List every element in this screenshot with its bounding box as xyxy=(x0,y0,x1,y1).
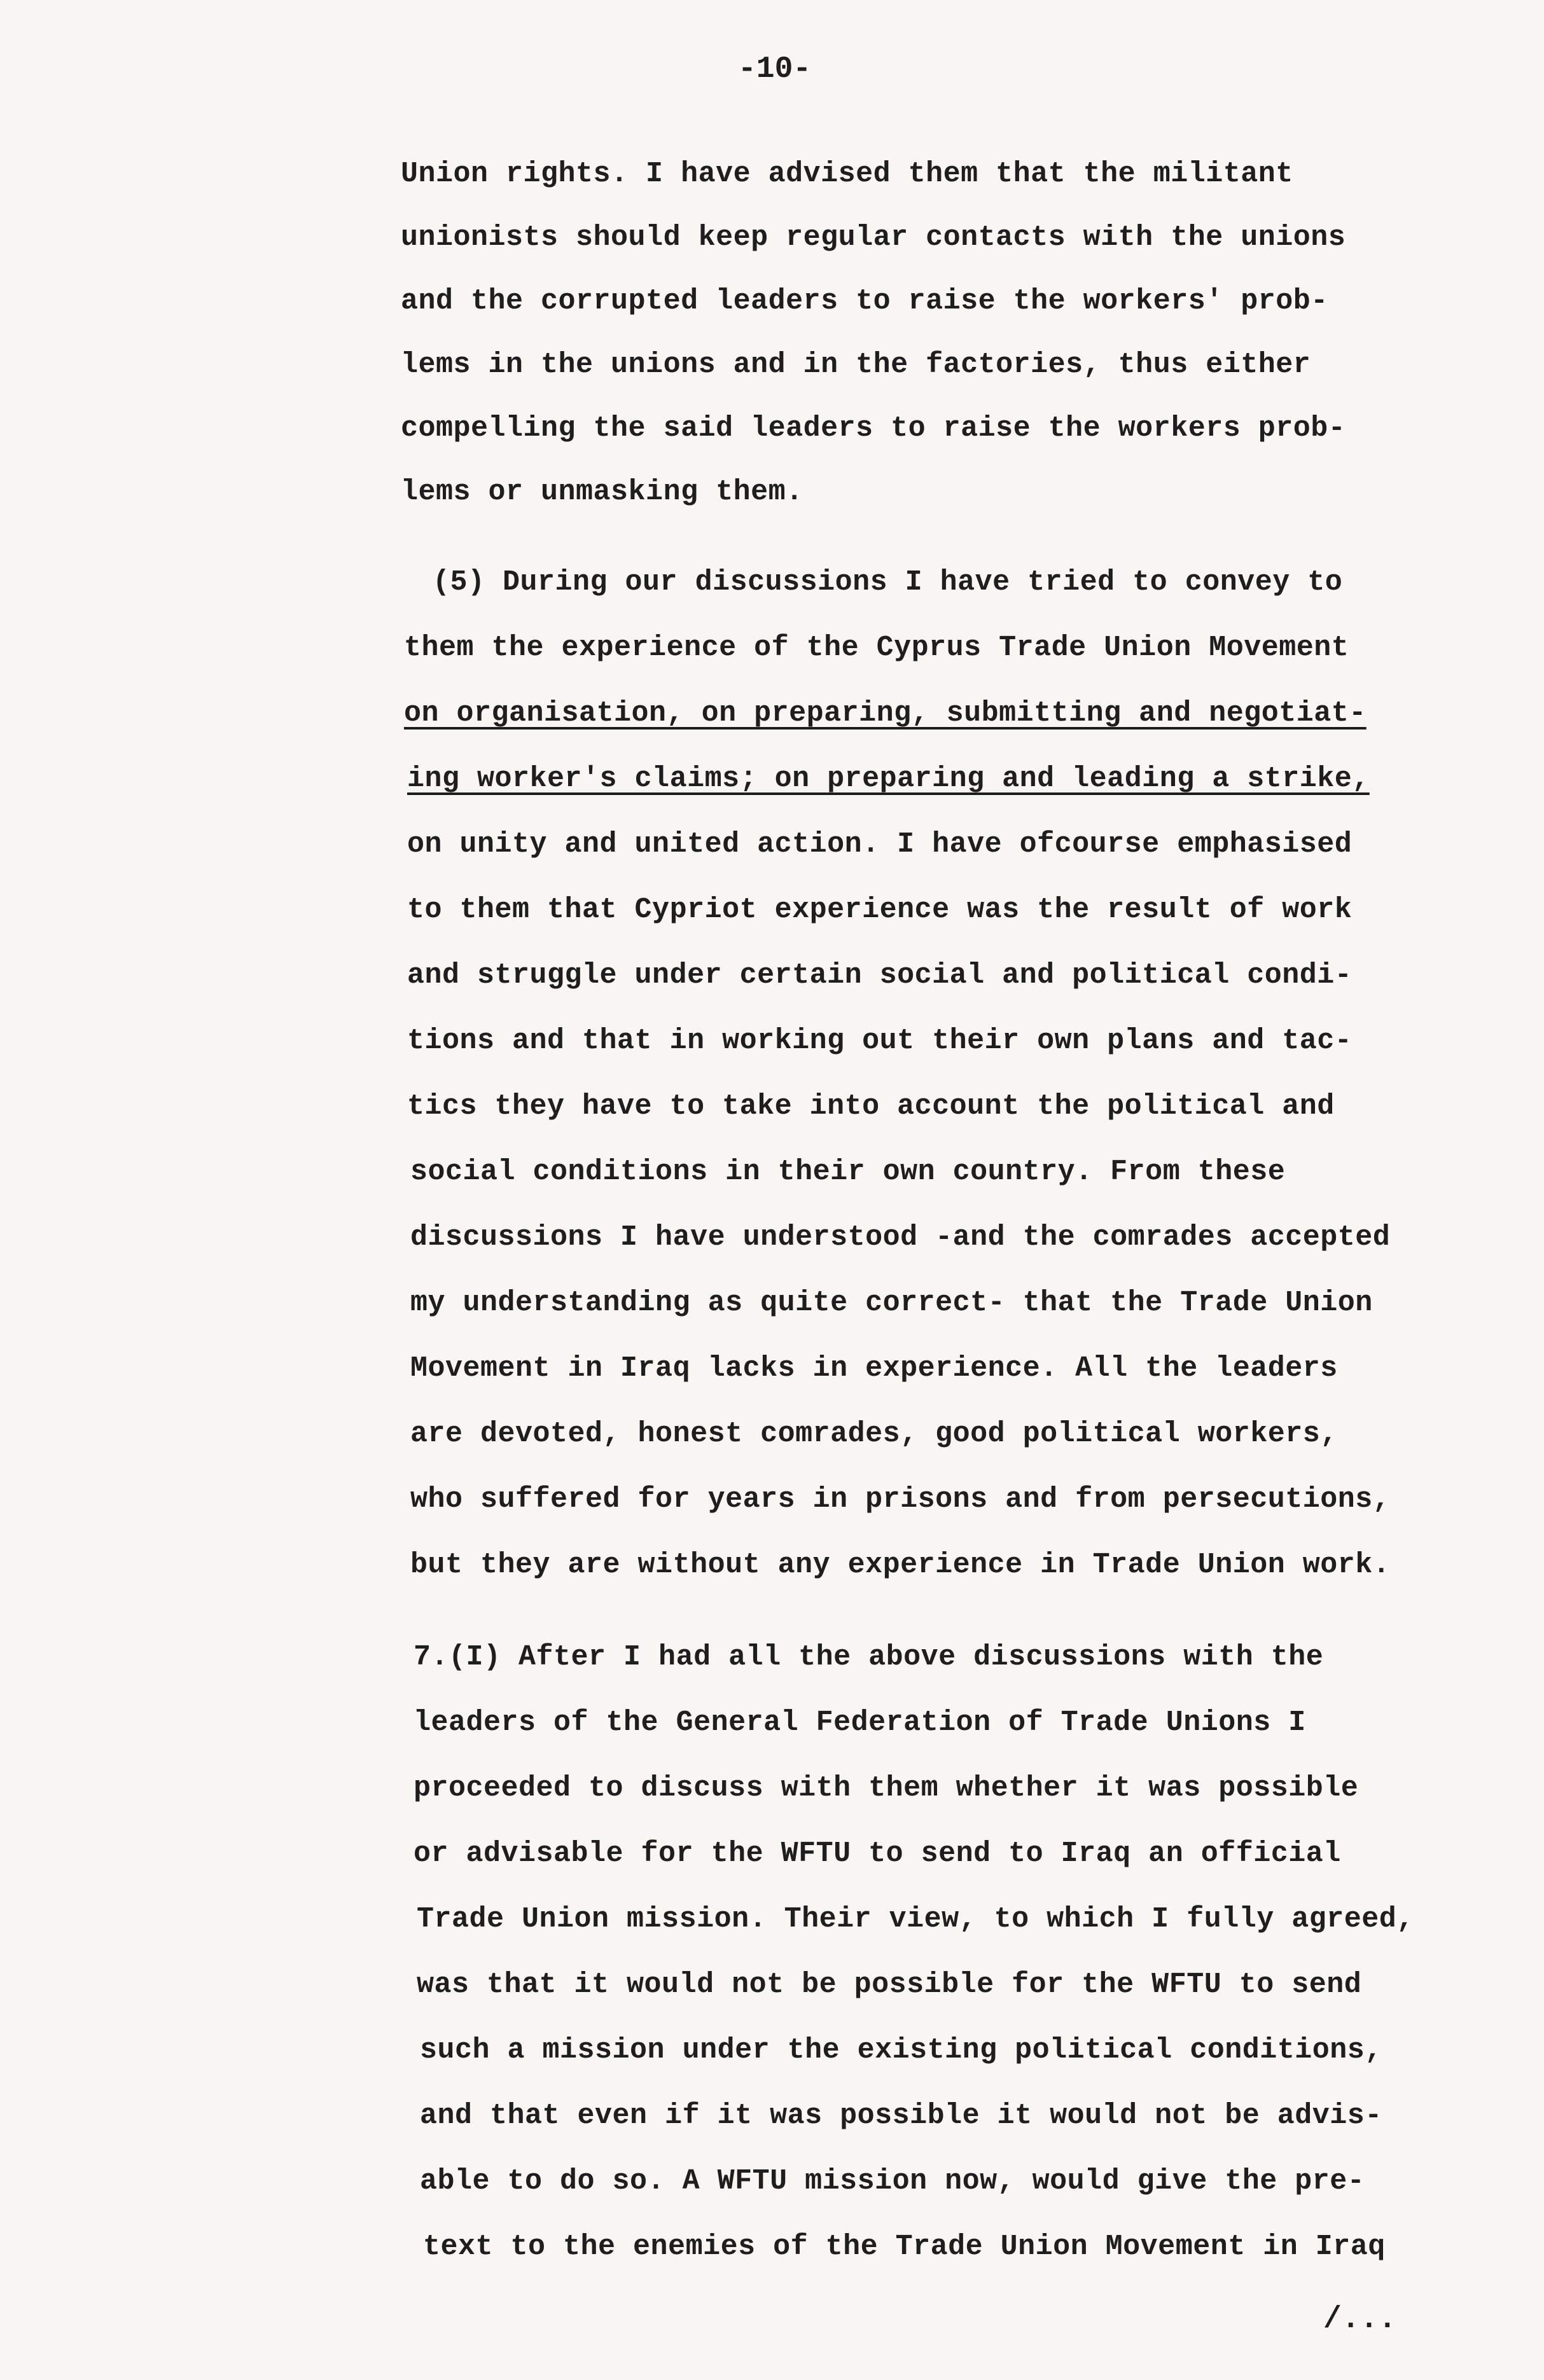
text-line: my understanding as quite correct- that the Trade Union xyxy=(410,1287,1373,1319)
text-line: tions and that in working out their own plans and tac- xyxy=(407,1025,1353,1057)
page-number: -10- xyxy=(738,52,812,86)
text-line: are devoted, honest comrades, good political workers, xyxy=(410,1418,1338,1450)
text-line: 7.(I) After I had all the above discussions with the xyxy=(414,1641,1324,1673)
text-line: was that it would not be possible for the WFTU to send xyxy=(417,1968,1362,2001)
text-line: leaders of the General Federation of Trade Unions I xyxy=(414,1706,1306,1739)
text-line: unionists should keep regular contacts with the unions xyxy=(401,221,1346,254)
text-line: who suffered for years in prisons and from persecutions, xyxy=(410,1483,1391,1516)
text-line: Trade Union mission. Their view, to which I fully agreed, xyxy=(417,1903,1414,1935)
text-line: to them that Cypriot experience was the result of work xyxy=(407,894,1353,926)
text-line: social conditions in their own country. From these xyxy=(410,1156,1286,1188)
text-line: them the experience of the Cyprus Trade Union Movement xyxy=(404,632,1349,664)
text-line: and the corrupted leaders to raise the workers' prob- xyxy=(401,285,1328,317)
continuation-mark: /... xyxy=(1323,2302,1397,2337)
text-line: but they are without any experience in Trade Union work. xyxy=(410,1549,1391,1581)
text-line: tics they have to take into account the political and xyxy=(407,1090,1335,1123)
text-line: proceeded to discuss with them whether it was possible xyxy=(414,1772,1359,1804)
text-line: and that even if it was possible it would not be advis- xyxy=(420,2100,1382,2132)
text-line: text to the enemies of the Trade Union Movement in Iraq xyxy=(423,2231,1386,2263)
text-line: and struggle under certain social and political condi- xyxy=(407,959,1353,992)
text-line: able to do so. A WFTU mission now, would give the pre- xyxy=(420,2165,1365,2197)
text-line: compelling the said leaders to raise the workers prob- xyxy=(401,412,1346,445)
text-line: lems or unmasking them. xyxy=(401,476,803,508)
text-line: Movement in Iraq lacks in experience. All the leaders xyxy=(410,1352,1338,1385)
text-line: such a mission under the existing political conditions, xyxy=(420,2034,1382,2066)
text-line: or advisable for the WFTU to send to Iraq an official xyxy=(414,1837,1341,1870)
text-line: (5) During our discussions I have tried to convey to xyxy=(433,566,1343,598)
underlined-line: ing worker's claims; on preparing and leading a strike, xyxy=(407,763,1370,795)
text-line: discussions I have understood -and the comrades accepted xyxy=(410,1221,1391,1254)
text-line: Union rights. I have advised them that the militant xyxy=(401,158,1293,190)
text-line: lems in the unions and in the factories, thus either xyxy=(401,349,1311,381)
underlined-line: on organisation, on preparing, submitting and negotiat- xyxy=(404,697,1367,730)
text-line: on unity and united action. I have ofcourse emphasised xyxy=(407,828,1353,861)
